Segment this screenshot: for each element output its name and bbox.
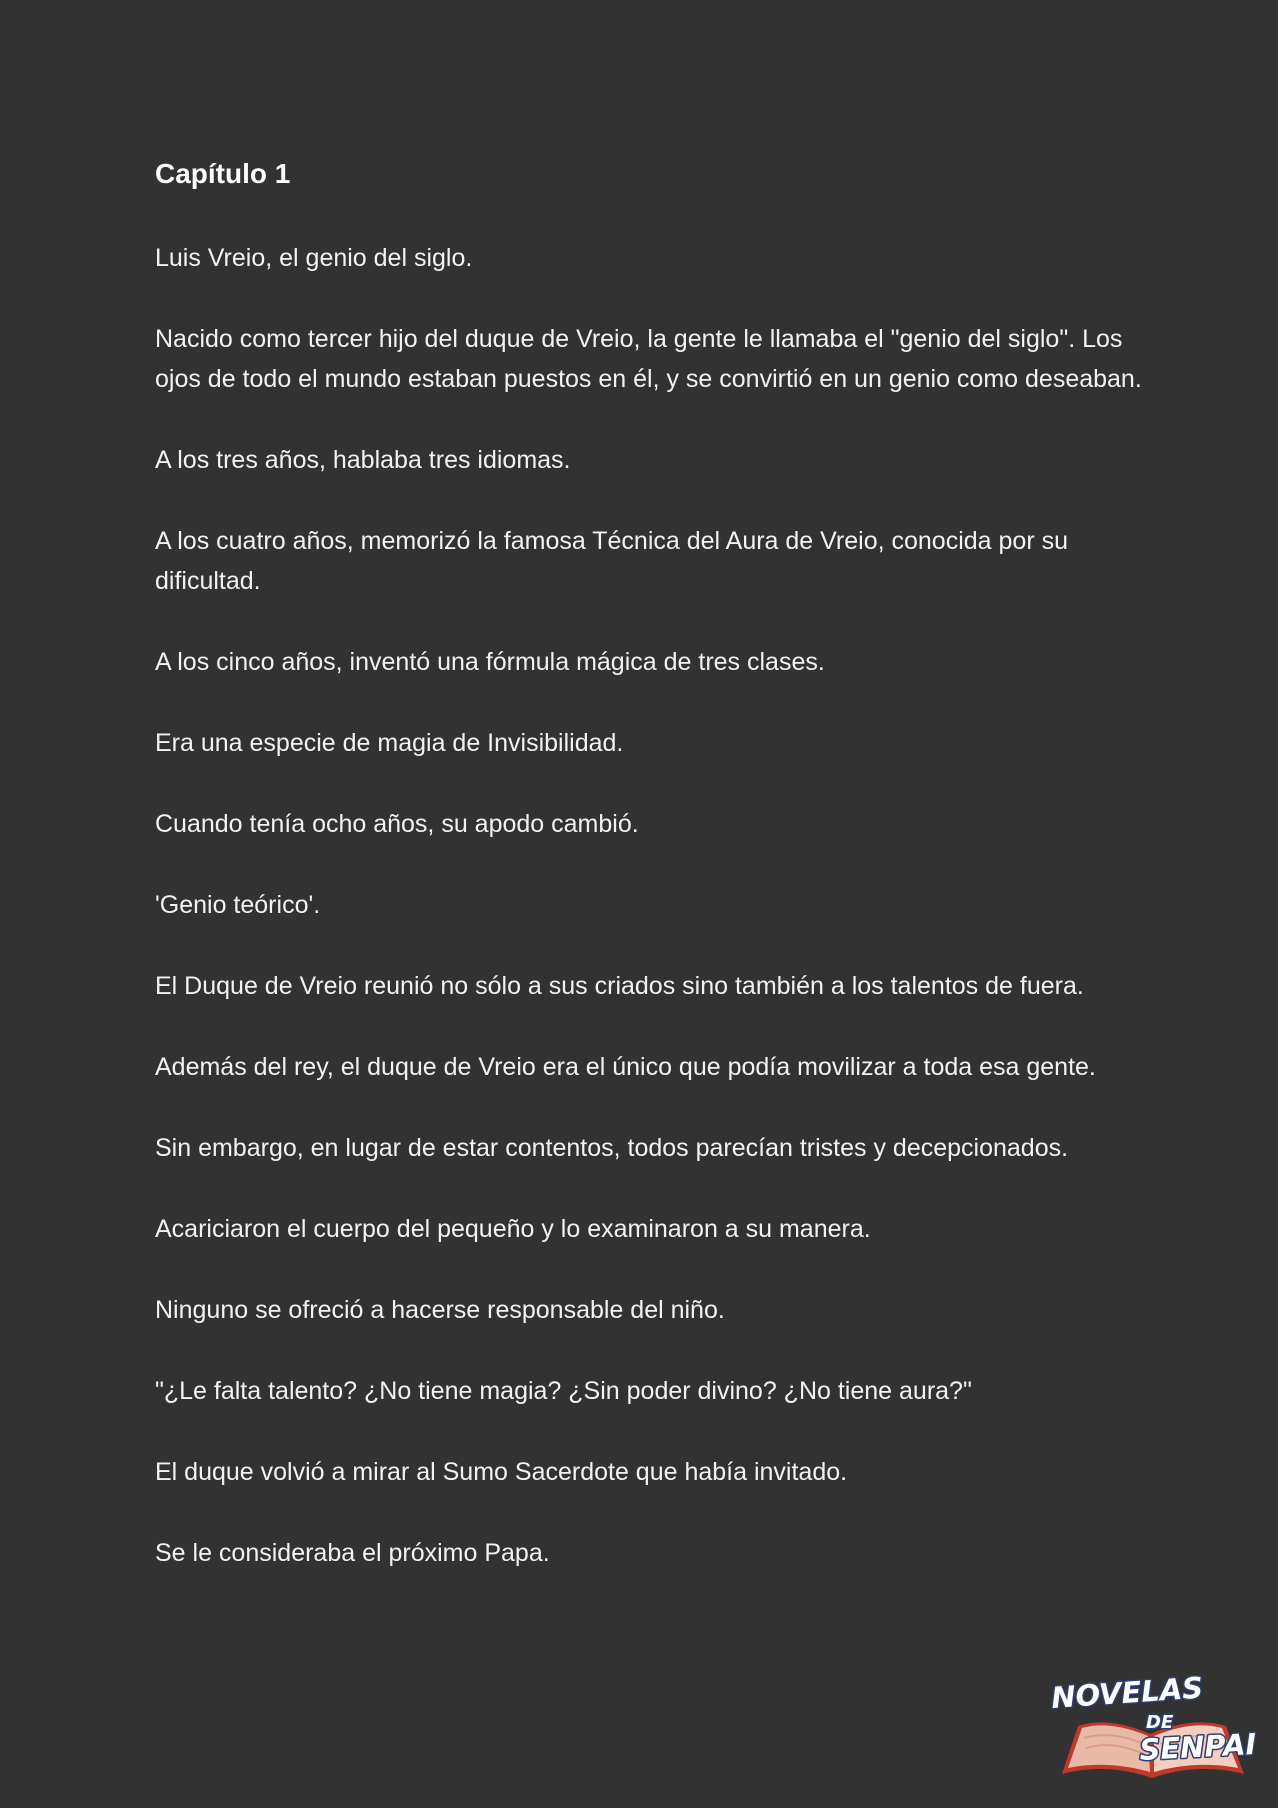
paragraph: Nacido como tercer hijo del duque de Vreio, la gente le llamaba el "genio del siglo". Los ojos de todo el mundo estaban puestos en él, y se convirtió en un genio como deseaban. [155, 325, 1142, 393]
paragraph: A los cuatro años, memorizó la famosa Técnica del Aura de Vreio, conocida por su dificultad. [155, 527, 1068, 595]
chapter-title: Capítulo 1 [155, 158, 291, 189]
chapter-content [155, 154, 1155, 1614]
paragraph: Era una especie de magia de Invisibilidad. [155, 729, 624, 757]
paragraph: 'Genio teórico'. [155, 891, 321, 919]
paragraph: Además del rey, el duque de Vreio era el único que podía movilizar a toda esa gente. [155, 1053, 1096, 1081]
paragraph: El duque volvió a mirar al Sumo Sacerdote que había invitado. [155, 1458, 848, 1486]
novelas-de-senpai-logo [1048, 1668, 1258, 1786]
logo-text-de: DE [1146, 1712, 1174, 1733]
paragraph: Luis Vreio, el genio del siglo. [155, 244, 473, 272]
paragraph: Ninguno se ofreció a hacerse responsable del niño. [155, 1296, 725, 1324]
paragraph: Acariciaron el cuerpo del pequeño y lo examinaron a su manera. [155, 1215, 871, 1243]
logo-text-novelas: NOVELAS [1050, 1670, 1205, 1715]
paragraph: A los tres años, hablaba tres idiomas. [155, 446, 571, 474]
paragraph: Cuando tenía ocho años, su apodo cambió. [155, 810, 639, 838]
logo-text-senpai: SENPAI [1138, 1726, 1258, 1767]
paragraph: "¿Le falta talento? ¿No tiene magia? ¿Sin poder divino? ¿No tiene aura?" [155, 1377, 972, 1405]
paragraph: Se le consideraba el próximo Papa. [155, 1539, 550, 1567]
paragraph: El Duque de Vreio reunió no sólo a sus criados sino también a los talentos de fuera. [155, 972, 1084, 1000]
paragraph: A los cinco años, inventó una fórmula mágica de tres clases. [155, 648, 825, 676]
paragraph: Sin embargo, en lugar de estar contentos, todos parecían tristes y decepcionados. [155, 1134, 1069, 1162]
